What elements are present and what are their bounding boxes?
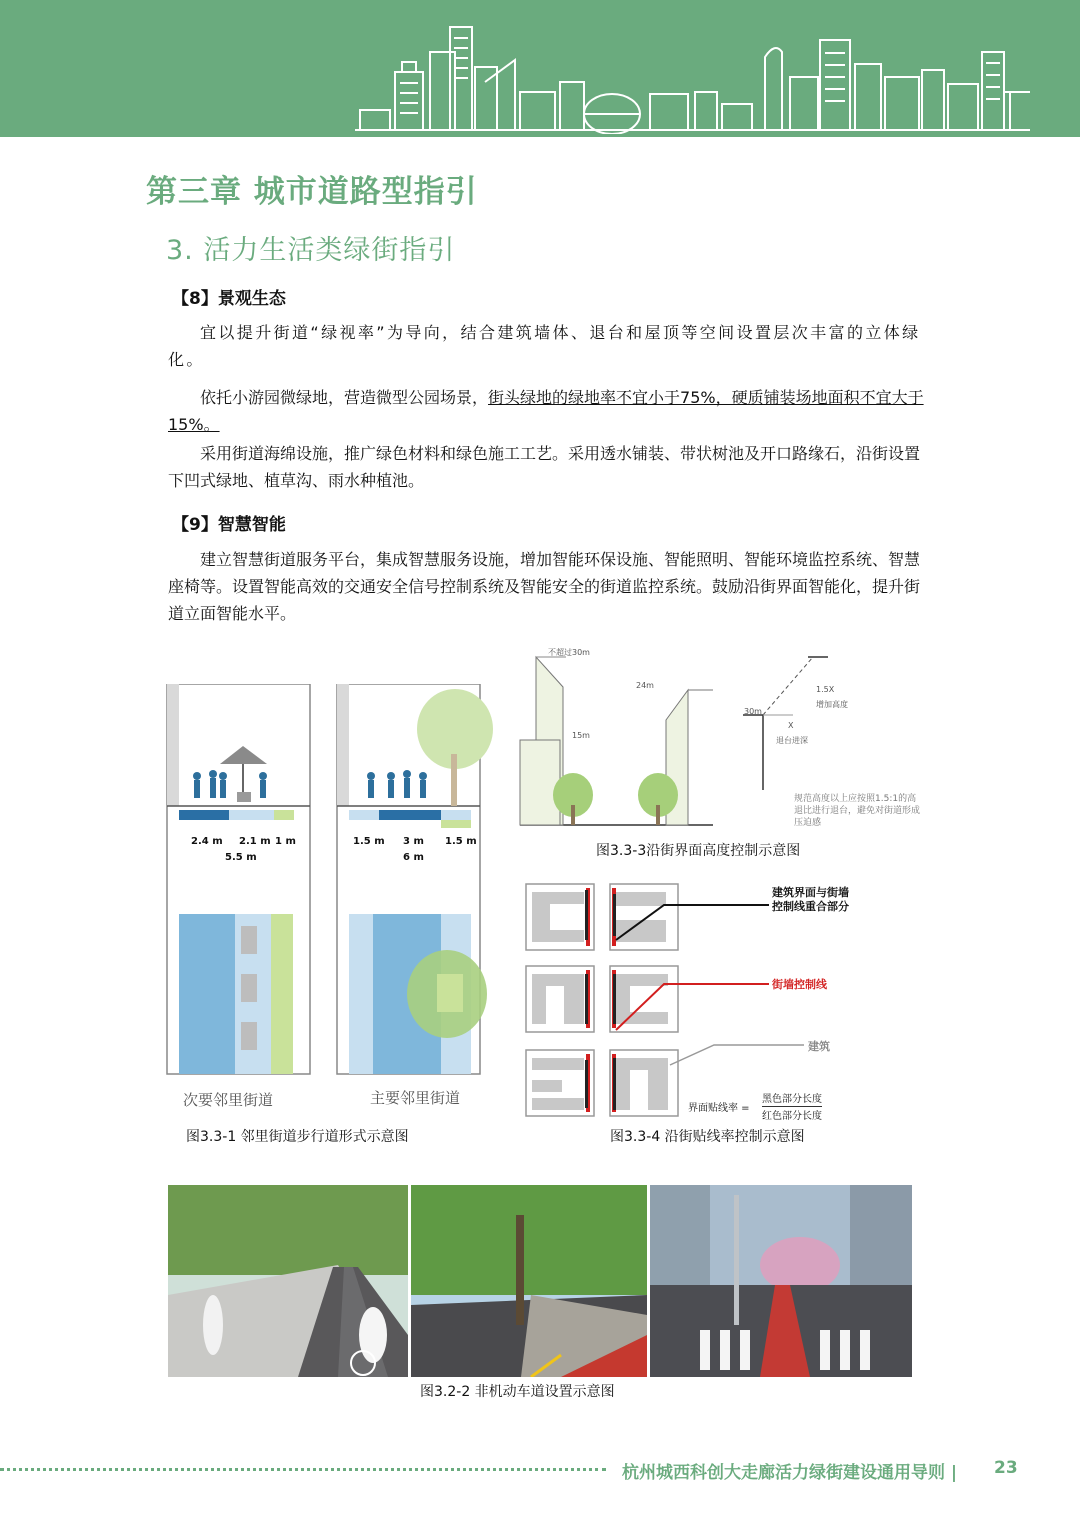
figure-3-3-3-caption: 图3.3-3沿街界面高度控制示意图: [596, 843, 801, 859]
formula-numerator: 黑色部分长度: [762, 1094, 822, 1105]
figure-3-2-2-caption: 图3.2-2 非机动车道设置示意图: [420, 1384, 615, 1400]
label-max-30m: 不超过30m: [548, 648, 590, 657]
figure-sidewalk-sections: [165, 684, 495, 1084]
label-retreat-depth: 退台进深: [776, 736, 808, 745]
left-dim-1: 2.4 m: [191, 836, 223, 847]
frontage-ratio-drawing: [524, 880, 844, 1120]
label-15m: 15m: [572, 731, 590, 740]
figure-frontage-ratio: [524, 880, 849, 1122]
footer-dotted-rule: [0, 1468, 606, 1471]
label-1-5x: 1.5X: [816, 685, 835, 694]
item8-heading: 【8】景观生态: [172, 289, 286, 309]
label-add-height: 增加高度: [816, 700, 848, 709]
right-dim-total: 6 m: [403, 852, 424, 863]
label-main-street: 主要邻里街道: [370, 1089, 461, 1107]
right-dim-3: 1.5 m: [445, 836, 477, 847]
bike-lane-photo: [168, 1185, 408, 1377]
left-dim-2: 2.1 m: [239, 836, 271, 847]
item8-p2-underlined: 街头绿地的绿地率不宜小于75%，硬质铺装场地面积不宜大于15%。: [168, 388, 924, 434]
item8-paragraph-3: 采用街道海绵设施，推广绿色材料和绿色施工工艺。采用透水铺装、带状树池及开口路缘石，沿街设置下凹式绿地、植草沟、雨水种植池。: [168, 444, 921, 490]
label-overlap: 建筑界面与街墙控制线重合部分: [772, 886, 849, 913]
label-building: 建筑: [808, 1040, 830, 1053]
right-dim-2: 3 m: [403, 836, 424, 847]
item8-p2-text: 依托小游园微绿地，营造微型公园场景，: [200, 388, 489, 407]
left-dim-3: 1 m: [275, 836, 296, 847]
figure-3-3-1-caption: 图3.3-1 邻里街道步行道形式示意图: [186, 1129, 409, 1145]
section-title: 3. 活力生活类绿街指引: [166, 235, 456, 266]
figure-3-3-4-caption: 图3.3-4 沿街贴线率控制示意图: [610, 1129, 805, 1145]
skyline-illustration: [350, 22, 1040, 134]
page-number: 23: [994, 1458, 1018, 1478]
item8-paragraph-2: [168, 384, 933, 438]
header-banner: [0, 0, 1080, 137]
left-dim-total: 5.5 m: [225, 852, 257, 863]
right-dim-1: 1.5 m: [353, 836, 385, 847]
label-secondary-street: 次要邻里街道: [183, 1091, 274, 1109]
formula-denominator: 红色部分长度: [762, 1106, 822, 1122]
label-x: X: [788, 721, 794, 730]
item9-heading: 【9】智慧智能: [172, 515, 286, 535]
chapter-title: 第三章 城市道路型指引: [146, 174, 478, 210]
item9-paragraph-1: 建立智慧街道服务平台，集成智慧服务设施，增加智能环保设施、智能照明、智能环境监控系统、智慧座椅等。设置智能高效的交通安全信号控制系统及智能安全的街道监控系统。鼓励沿街界面智能化，提升街道立面智能水平。: [168, 550, 921, 623]
intersection-render: [650, 1185, 912, 1377]
figure-height-control: [518, 645, 928, 835]
label-30m: 30m: [744, 707, 762, 716]
street-render: [411, 1185, 647, 1377]
height-control-note: 规范高度以上应按照1.5:1的高退比进行退台，避免对街道形成压迫感: [794, 794, 921, 828]
label-street-wall-line: 街墙控制线: [772, 978, 827, 991]
footer-title: 杭州城西科创大走廊活力绿街建设通用导则 |: [622, 1463, 958, 1483]
label-24m: 24m: [636, 681, 654, 690]
formula-prefix: 界面贴线率 =: [688, 1103, 750, 1114]
sidewalk-section-drawing: [165, 684, 495, 1084]
item8-paragraph-1: 宜以提升街道“绿视率”为导向，结合建筑墙体、退台和屋顶等空间设置层次丰富的立体绿化。: [168, 323, 921, 369]
